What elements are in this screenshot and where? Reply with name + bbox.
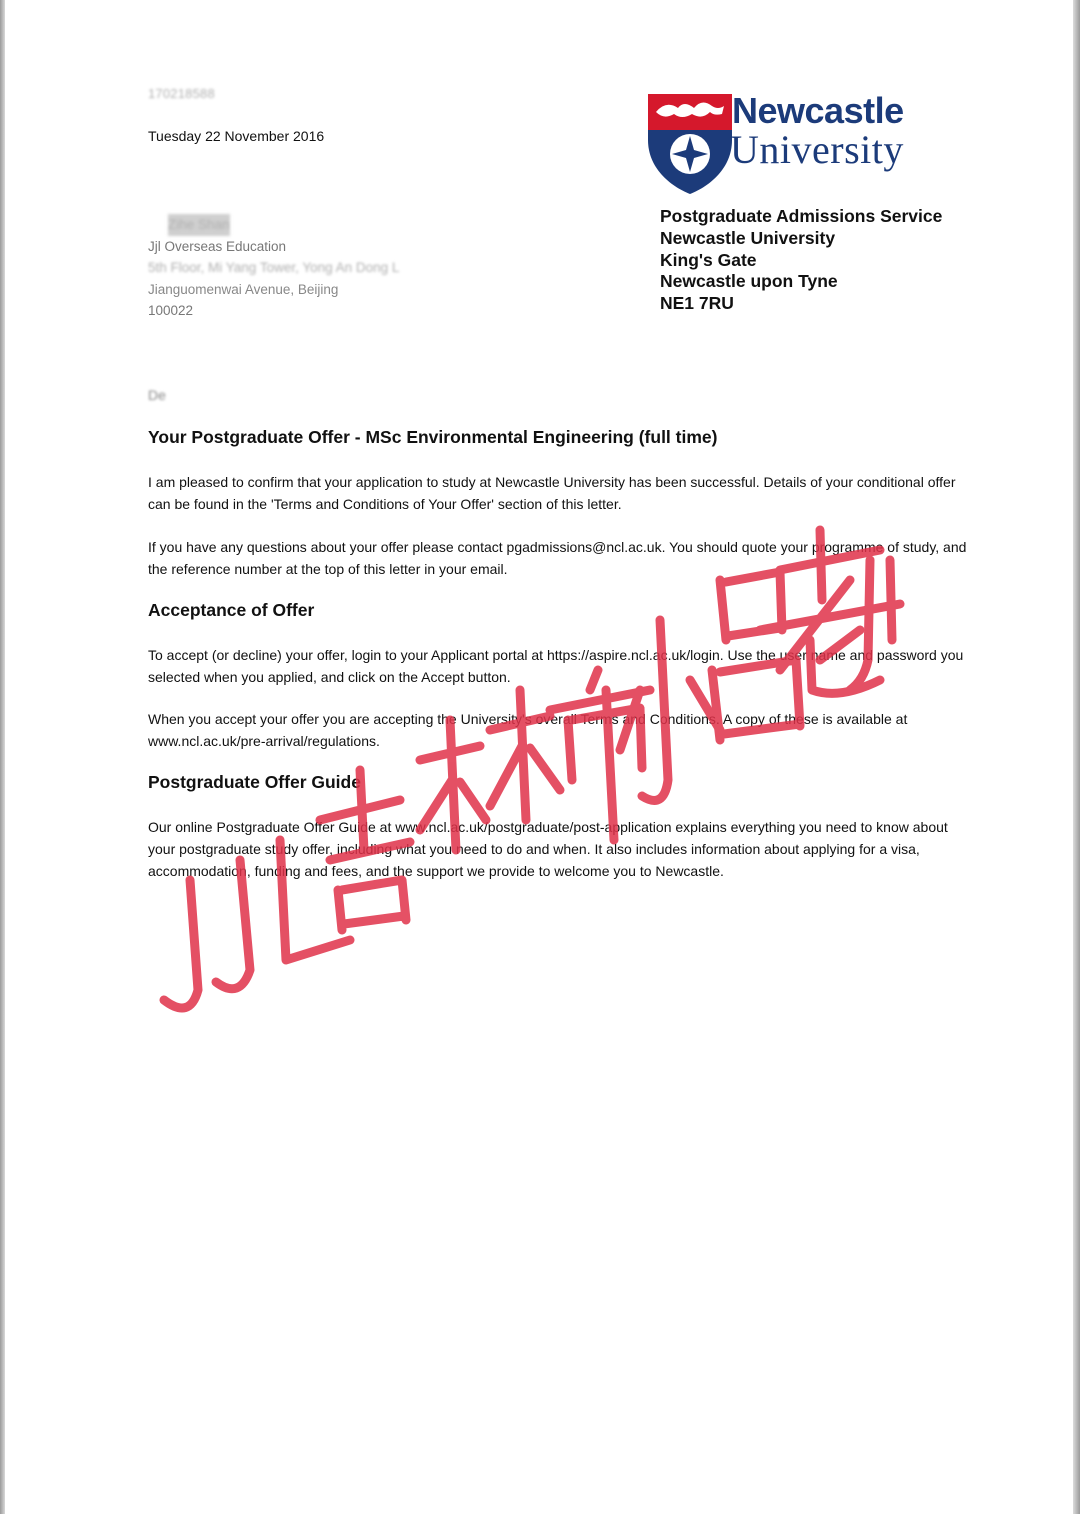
acceptance-heading: Acceptance of Offer bbox=[148, 600, 315, 620]
salutation: De bbox=[148, 387, 166, 403]
recipient-address bbox=[148, 214, 399, 322]
recipient-postcode: 100022 bbox=[148, 303, 194, 318]
offer-title: Your Postgraduate Offer - MSc Environmental Engineering (full time) bbox=[148, 427, 718, 447]
reference-number: 170218588 bbox=[148, 86, 215, 101]
letter-date: Tuesday 22 November 2016 bbox=[148, 128, 325, 144]
page-edge-right bbox=[1073, 0, 1080, 1514]
sender-address-line: NE1 7RU bbox=[660, 293, 734, 314]
recipient-name: Zihe Shan bbox=[148, 214, 399, 236]
sender-address bbox=[660, 206, 942, 315]
acceptance-paragraph: When you accept your offer you are accepting the University's overall Terms and Conditions. A copy of these is available at www.ncl.ac.uk/pre-arrival/regulations. bbox=[148, 711, 908, 749]
sender-address-line: King's Gate bbox=[660, 249, 757, 270]
intro-paragraph: If you have any questions about your offer please contact pgadmissions@ncl.ac.uk. You should quote your programme of study, and the reference number at the top of this letter in your email. bbox=[148, 539, 967, 577]
page-edge-left bbox=[0, 0, 5, 1514]
recipient-address-line-1: 5th Floor, Mi Yang Tower, Yong An Dong L bbox=[148, 260, 400, 275]
watermark-text: JJL吉林市小吕老师 bbox=[520, 1070, 529, 1071]
newcastle-university-logo bbox=[640, 86, 932, 194]
guide-heading: Postgraduate Offer Guide bbox=[148, 772, 361, 792]
acceptance-paragraph: To accept (or decline) your offer, login to your Applicant portal at https://aspire.ncl.ac.uk/login. Use the user name and password you selected when you applied, and click on the Accept button. bbox=[148, 647, 964, 685]
intro-paragraph: I am pleased to confirm that your application to study at Newcastle University has been successful. Details of your conditional offer can be found in the 'Terms and Conditions of Your Offer' section of this letter. bbox=[148, 474, 956, 512]
university-crest-icon bbox=[646, 92, 736, 196]
sender-address-line: Newcastle University bbox=[660, 227, 836, 248]
guide-paragraph: Our online Postgraduate Offer Guide at www.ncl.ac.uk/postgraduate/post-application explains everything you need to know about your postgraduate study offer, including what you need to do and when. It also includes information about applying for a visa, accommodation, funding and fees, and the support we provide to welcome you to Newcastle. bbox=[148, 819, 948, 879]
recipient-address-line-2: Jianguomenwai Avenue, Beijing bbox=[148, 281, 339, 297]
logo-wordmark-newcastle: Newcastle bbox=[732, 90, 904, 131]
sender-address-line: Postgraduate Admissions Service bbox=[660, 206, 943, 226]
logo-wordmark-university: University bbox=[730, 127, 904, 172]
sender-address-line: Newcastle upon Tyne bbox=[660, 271, 838, 292]
recipient-organisation: Jjl Overseas Education bbox=[148, 238, 287, 254]
